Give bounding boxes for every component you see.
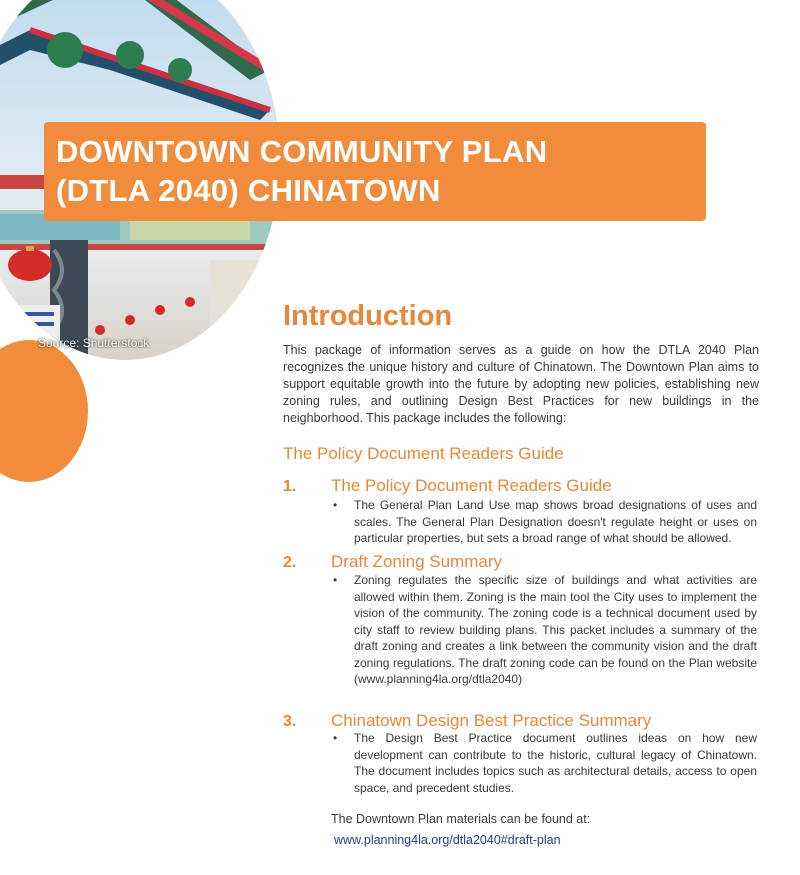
item-title: Chinatown Design Best Practice Summary <box>331 711 652 730</box>
item-title: Draft Zoning Summary <box>331 552 502 571</box>
item-number: 3. <box>283 713 297 730</box>
item-body: The Design Best Practice document outlines ideas on how new development can contribute to the historic, cultural legacy of Chinatown. The document includes topics such as architectural details, access to open space, and precedent studies. <box>354 731 757 795</box>
title-line-2: (DTLA 2040) CHINATOWN <box>56 173 441 208</box>
item-body: The General Plan Land Use map shows broad designations of uses and scales. The General Plan Designation doesn't regulate height or uses on particular properties, but sets a broad range of what should be allowed. <box>354 498 757 545</box>
bullet: • <box>333 573 338 587</box>
item-number: 1. <box>283 478 297 495</box>
page-title <box>56 132 696 210</box>
photo-credit: Source: Shutterstock <box>38 336 150 350</box>
item-title: The Policy Document Readers Guide <box>331 476 612 495</box>
introduction-paragraph: This package of information serves as a guide on how the DTLA 2040 Plan recognizes the unique history and culture of Chinatown. The Downtown Plan aims to support equitable growth into the future by adopting new policies, establishing new zoning rules, and outlining Design Best Practices for new buildings in the neighborhood. This package includes the following: <box>283 343 759 425</box>
introduction-heading: Introduction <box>283 300 453 332</box>
item-number: 2. <box>283 554 297 571</box>
section-heading: The Policy Document Readers Guide <box>283 444 564 463</box>
bullet: • <box>333 498 338 512</box>
item-body: Zoning regulates the specific size of buildings and what activities are allowed within them. Zoning is the main tool the City uses to implement the vision of the community. The zoning code is a technical document used by city staff to review building plans. This packet includes a summary of the draft zoning and creates a link between the community vision and the draft zoning regulations. The draft zoning code can be found on the Plan website (www.planning4la.org/dtla2040) <box>354 573 757 686</box>
title-line-1: DOWNTOWN COMMUNITY PLAN <box>56 134 548 169</box>
bullet: • <box>333 731 338 745</box>
decorative-orange-circle <box>0 340 88 482</box>
title-banner <box>44 122 706 221</box>
draft-plan-link[interactable]: www.planning4la.org/dtla2040#draft-plan <box>334 833 561 847</box>
footer-text: The Downtown Plan materials can be found at: <box>331 812 591 826</box>
